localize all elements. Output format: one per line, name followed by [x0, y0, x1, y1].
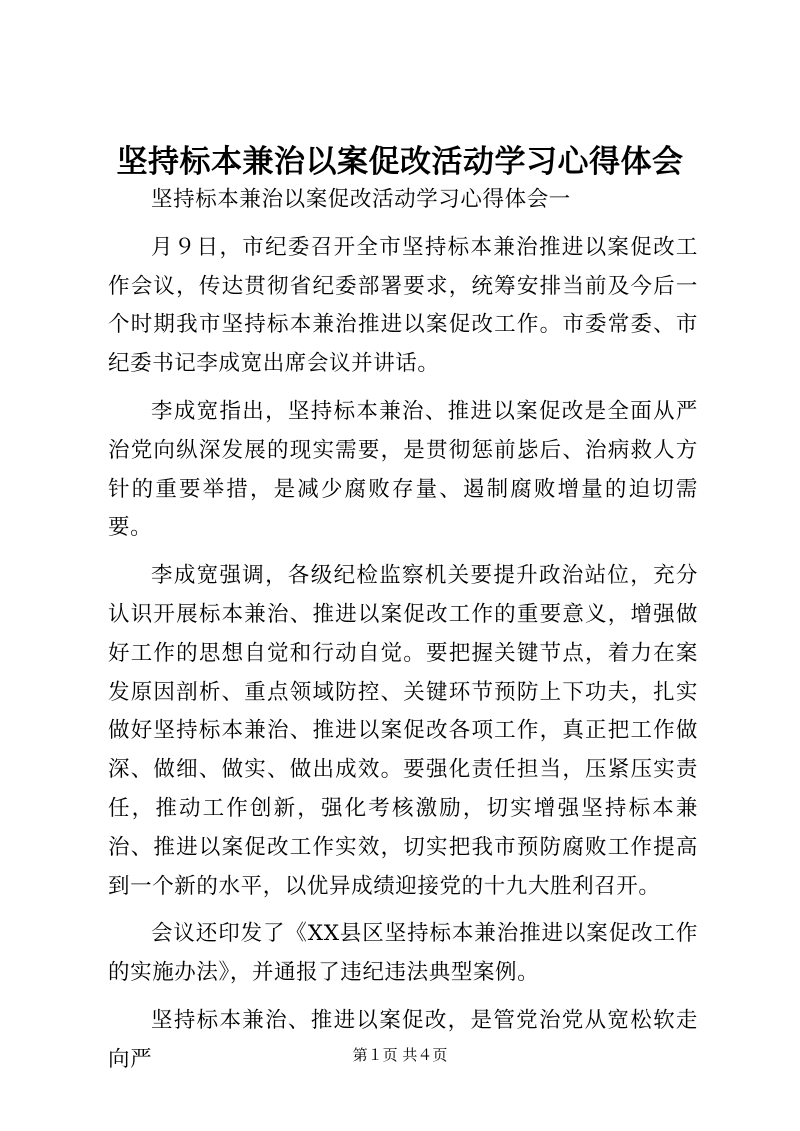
page-indicator: 第１页 共４页 [352, 1046, 448, 1064]
paragraph: 坚持标本兼治、推进以案促改，是管党治党从宽松软走向严 [108, 1007, 698, 1072]
paragraph: 会议还印发了《XX县区坚持标本兼治推进以案促改工作的实施办法》，并通报了违纪违法典型案例。 [108, 921, 698, 986]
page-footer [0, 1045, 800, 1065]
paragraph: 李成宽指出，坚持标本兼治、推进以案促改是全面从严治党向纵深发展的现实需要，是贯彻惩前毖后、治病救人方针的重要举措，是减少腐败存量、遏制腐败增量的迫切需要。 [108, 398, 698, 541]
paragraph: 月９日，市纪委召开全市坚持标本兼治推进以案促改工作会议，传达贯彻省纪委部署要求，统筹安排当前及今后一个时期我市坚持标本兼治推进以案促改工作。市委常委、市纪委书记李成宽出席会议并讲话。 [108, 234, 698, 377]
document-title: 坚持标本兼治以案促改活动学习心得体会 [116, 144, 684, 180]
paragraph: 坚持标本兼治以案促改活动学习心得体会一 [151, 187, 571, 212]
document-body [108, 181, 698, 1089]
paragraph: 李成宽强调，各级纪检监察机关要提升政治站位，充分认识开展标本兼治、推进以案促改工作的重要意义，增强做好工作的思想自觉和行动自觉。要把握关键节点，着力在案发原因剖析、重点领域防控、关键环节预防上下功夫，扎实做好坚持标本兼治、推进以案促改各项工作，真正把工作做深、做细、做实、做出成效。要强化责任担当，压紧压实责任，推动工作创新，强化考核激励，切实增强坚持标本兼治、推进以案促改工作实效，切实把我市预防腐败工作提高到一个新的水平，以优异成绩迎接党的十九大胜利召开。 [108, 563, 698, 899]
